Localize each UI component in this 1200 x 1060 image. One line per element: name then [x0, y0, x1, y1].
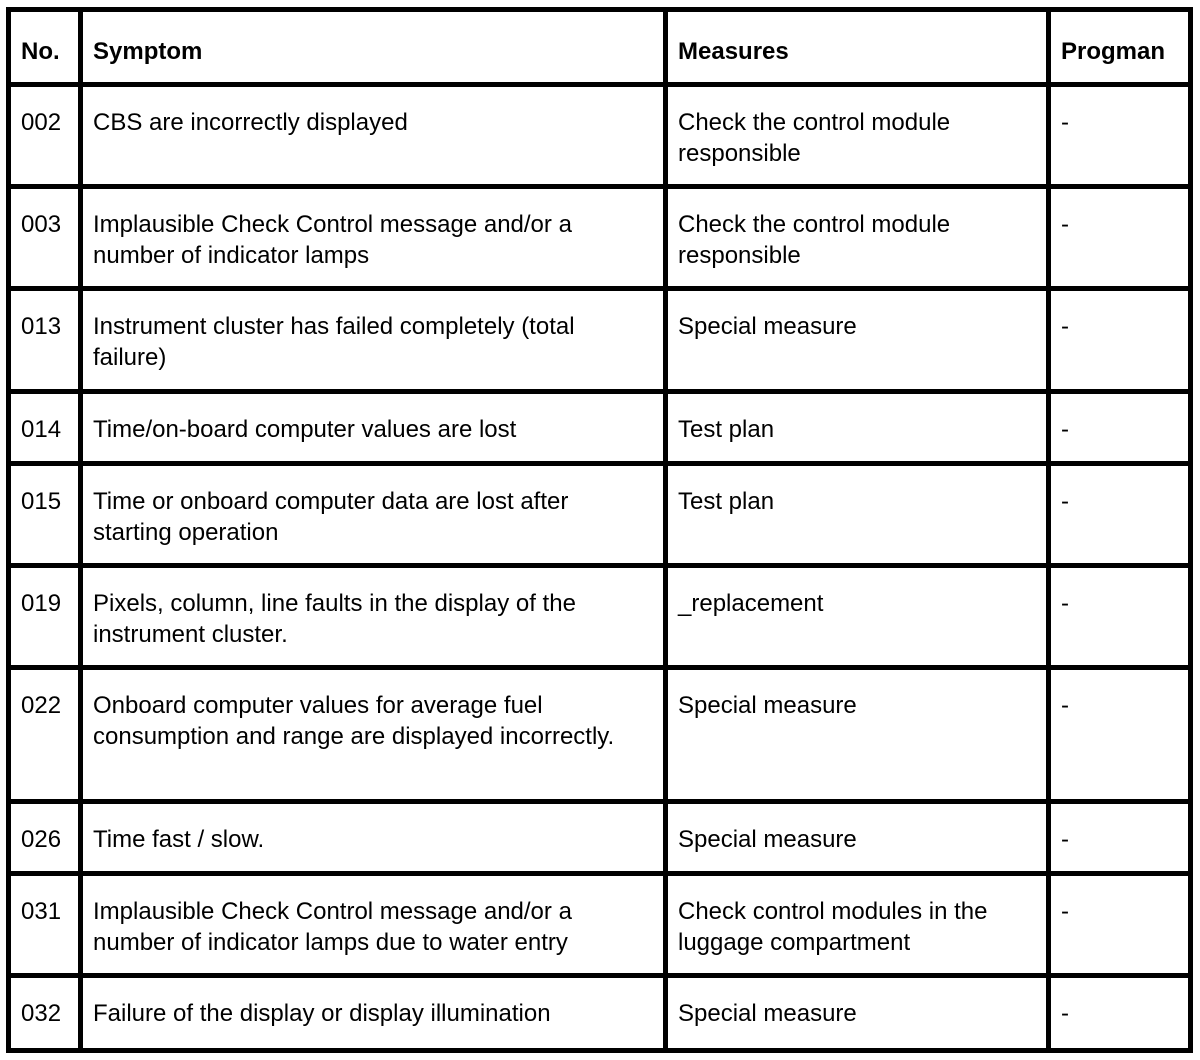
- table-row: [9, 391, 1191, 463]
- row-progman: -: [1049, 668, 1191, 802]
- header-progman: Progman: [1049, 10, 1191, 85]
- table-row: [9, 289, 1191, 391]
- row-symptom: CBS are incorrectly displayed: [81, 85, 666, 187]
- row-measures: Check the control module responsible: [666, 85, 1049, 187]
- row-progman: -: [1049, 802, 1191, 873]
- row-measures: Test plan: [666, 463, 1049, 565]
- row-progman: -: [1049, 975, 1191, 1050]
- row-no: 019: [9, 565, 81, 667]
- row-no: 022: [9, 668, 81, 802]
- table-row: [9, 463, 1191, 565]
- row-measures: Special measure: [666, 802, 1049, 873]
- row-measures: Special measure: [666, 668, 1049, 802]
- header-no: No.: [9, 10, 81, 85]
- row-symptom: Onboard computer values for average fuel consumption and range are displayed incorrectly.: [81, 668, 666, 802]
- row-measures: Special measure: [666, 975, 1049, 1050]
- table-row: [9, 802, 1191, 873]
- header-symptom: Symptom: [81, 10, 666, 85]
- header-row: [9, 10, 1191, 85]
- row-no: 015: [9, 463, 81, 565]
- row-symptom: Implausible Check Control message and/or a number of indicator lamps due to water entry: [81, 873, 666, 975]
- row-symptom: Implausible Check Control message and/or a number of indicator lamps: [81, 187, 666, 289]
- row-measures: Check control modules in the luggage compartment: [666, 873, 1049, 975]
- row-no: 014: [9, 391, 81, 463]
- table-row: [9, 187, 1191, 289]
- row-progman: -: [1049, 289, 1191, 391]
- table-row: [9, 85, 1191, 187]
- row-symptom: Time or onboard computer data are lost after starting operation: [81, 463, 666, 565]
- row-symptom: Time fast / slow.: [81, 802, 666, 873]
- row-symptom: Failure of the display or display illumination: [81, 975, 666, 1050]
- row-no: 013: [9, 289, 81, 391]
- row-progman: -: [1049, 873, 1191, 975]
- row-progman: -: [1049, 391, 1191, 463]
- row-measures: Check the control module responsible: [666, 187, 1049, 289]
- row-no: 002: [9, 85, 81, 187]
- row-progman: -: [1049, 565, 1191, 667]
- row-no: 026: [9, 802, 81, 873]
- row-no: 003: [9, 187, 81, 289]
- row-measures: Test plan: [666, 391, 1049, 463]
- row-symptom: Time/on-board computer values are lost: [81, 391, 666, 463]
- row-progman: -: [1049, 187, 1191, 289]
- header-measures: Measures: [666, 10, 1049, 85]
- symptom-table: [6, 7, 1193, 1053]
- row-symptom: Pixels, column, line faults in the display of the instrument cluster.: [81, 565, 666, 667]
- row-symptom: Instrument cluster has failed completely (total failure): [81, 289, 666, 391]
- row-no: 031: [9, 873, 81, 975]
- row-measures: Special measure: [666, 289, 1049, 391]
- row-progman: -: [1049, 85, 1191, 187]
- row-measures: _replacement: [666, 565, 1049, 667]
- row-no: 032: [9, 975, 81, 1050]
- row-progman: -: [1049, 463, 1191, 565]
- table-row: [9, 873, 1191, 975]
- table-row: [9, 975, 1191, 1050]
- table-row: [9, 668, 1191, 802]
- table-row: [9, 565, 1191, 667]
